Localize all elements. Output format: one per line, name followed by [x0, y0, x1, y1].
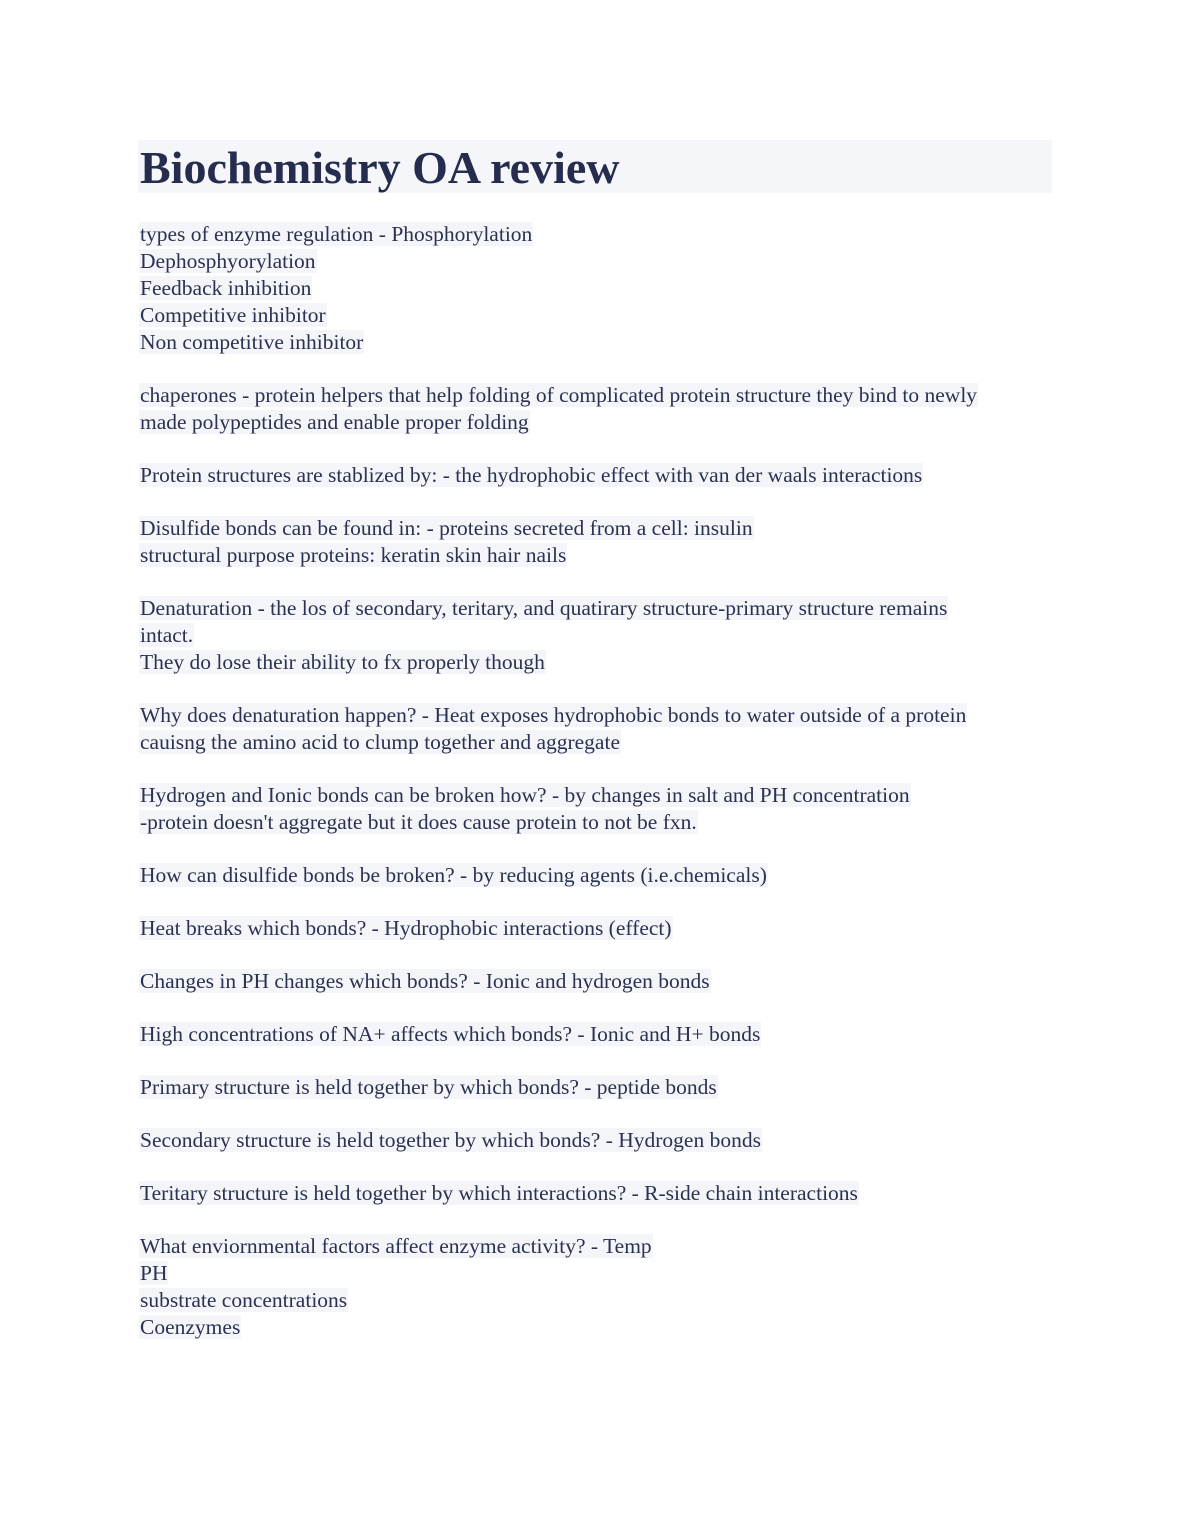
- entry-line: [139, 595, 1054, 622]
- entry-line-text: chaperones - protein helpers that help folding of complicated protein structure they bind to newly: [140, 383, 978, 407]
- entry-line: [139, 862, 1054, 889]
- entry-line: [139, 809, 1054, 836]
- entry-line: [139, 382, 1054, 409]
- entry-line: [139, 1127, 1054, 1154]
- entry-line: [139, 915, 1054, 942]
- flashcard-entry: [139, 915, 1054, 942]
- entry-line: [139, 702, 1054, 729]
- flashcard-entry: [139, 515, 1054, 569]
- entry-line-text: Teritary structure is held together by which interactions? - R-side chain interactions: [140, 1181, 858, 1205]
- entry-line-text: Coenzymes: [140, 1315, 241, 1339]
- document-page: [139, 140, 1054, 1339]
- entry-line: [139, 622, 1054, 649]
- entry-line-text: Denaturation - the los of secondary, teritary, and quatirary structure-primary structure remains: [140, 596, 948, 620]
- entry-line: [139, 782, 1054, 809]
- entry-line-text: -protein doesn't aggregate but it does cause protein to not be fxn.: [140, 810, 697, 834]
- entry-line: [139, 968, 1054, 995]
- entry-line-text: Disulfide bonds can be found in: - proteins secreted from a cell: insulin: [140, 516, 753, 540]
- entry-line-text: Dephosphyorylation: [140, 249, 316, 273]
- flashcard-entry: [139, 382, 1054, 436]
- entry-line: [139, 302, 1054, 329]
- entry-line-text: Competitive inhibitor: [140, 303, 326, 327]
- flashcard-entry: [139, 462, 1054, 489]
- entry-line-text: made polypeptides and enable proper folding: [140, 410, 529, 434]
- page-title: Biochemistry OA review: [140, 142, 620, 193]
- flashcard-entry: [139, 968, 1054, 995]
- entry-line-text: Feedback inhibition: [140, 276, 312, 300]
- entry-line: [139, 221, 1054, 248]
- entry-line-text: Primary structure is held together by which bonds? - peptide bonds: [140, 1075, 717, 1099]
- entry-line-text: Secondary structure is held together by which bonds? - Hydrogen bonds: [140, 1128, 761, 1152]
- entry-line-text: PH: [140, 1261, 168, 1285]
- entry-line-text: structural purpose proteins: keratin skin hair nails: [140, 543, 567, 567]
- entry-line: [139, 1260, 1054, 1287]
- entry-line: [139, 542, 1054, 569]
- entry-line-text: Hydrogen and Ionic bonds can be broken how? - by changes in salt and PH concentration: [140, 783, 910, 807]
- flashcard-list: [139, 221, 1054, 1367]
- entry-line: [139, 462, 1054, 489]
- entry-line: [139, 1180, 1054, 1207]
- title-banner: [138, 140, 1052, 193]
- entry-line: [139, 649, 1054, 676]
- flashcard-entry: [139, 862, 1054, 889]
- flashcard-entry: [139, 1180, 1054, 1207]
- entry-line-text: How can disulfide bonds be broken? - by reducing agents (i.e.chemicals): [140, 863, 767, 887]
- flashcard-entry: [139, 1021, 1054, 1048]
- entry-line: [139, 275, 1054, 302]
- entry-line-text: Changes in PH changes which bonds? - Ionic and hydrogen bonds: [140, 969, 710, 993]
- flashcard-entry: [139, 1074, 1054, 1101]
- entry-line: [139, 248, 1054, 275]
- entry-line-text: Non competitive inhibitor: [140, 330, 364, 354]
- entry-line: [139, 1314, 1054, 1341]
- entry-line: [139, 1287, 1054, 1314]
- flashcard-entry: [139, 702, 1054, 756]
- entry-line-text: Heat breaks which bonds? - Hydrophobic interactions (effect): [140, 916, 672, 940]
- entry-line: [139, 729, 1054, 756]
- entry-line: [139, 409, 1054, 436]
- entry-line: [139, 329, 1054, 356]
- entry-line-text: What enviornmental factors affect enzyme activity? - Temp: [140, 1234, 652, 1258]
- entry-line-text: High concentrations of NA+ affects which bonds? - Ionic and H+ bonds: [140, 1022, 761, 1046]
- entry-line-text: types of enzyme regulation - Phosphorylation: [140, 222, 533, 246]
- flashcard-entry: [139, 782, 1054, 836]
- flashcard-entry: [139, 1233, 1054, 1341]
- entry-line-text: Protein structures are stablized by: - the hydrophobic effect with van der waals interactions: [140, 463, 923, 487]
- entry-line: [139, 1074, 1054, 1101]
- entry-line-text: cauisng the amino acid to clump together and aggregate: [140, 730, 620, 754]
- entry-line: [139, 515, 1054, 542]
- entry-line: [139, 1233, 1054, 1260]
- entry-line-text: Why does denaturation happen? - Heat exposes hydrophobic bonds to water outside of a protein: [140, 703, 967, 727]
- entry-line-text: intact.: [140, 623, 194, 647]
- entry-line: [139, 1021, 1054, 1048]
- flashcard-entry: [139, 1127, 1054, 1154]
- entry-line-text: They do lose their ability to fx properly though: [140, 650, 545, 674]
- flashcard-entry: [139, 595, 1054, 676]
- entry-line-text: substrate concentrations: [140, 1288, 348, 1312]
- flashcard-entry: [139, 221, 1054, 356]
